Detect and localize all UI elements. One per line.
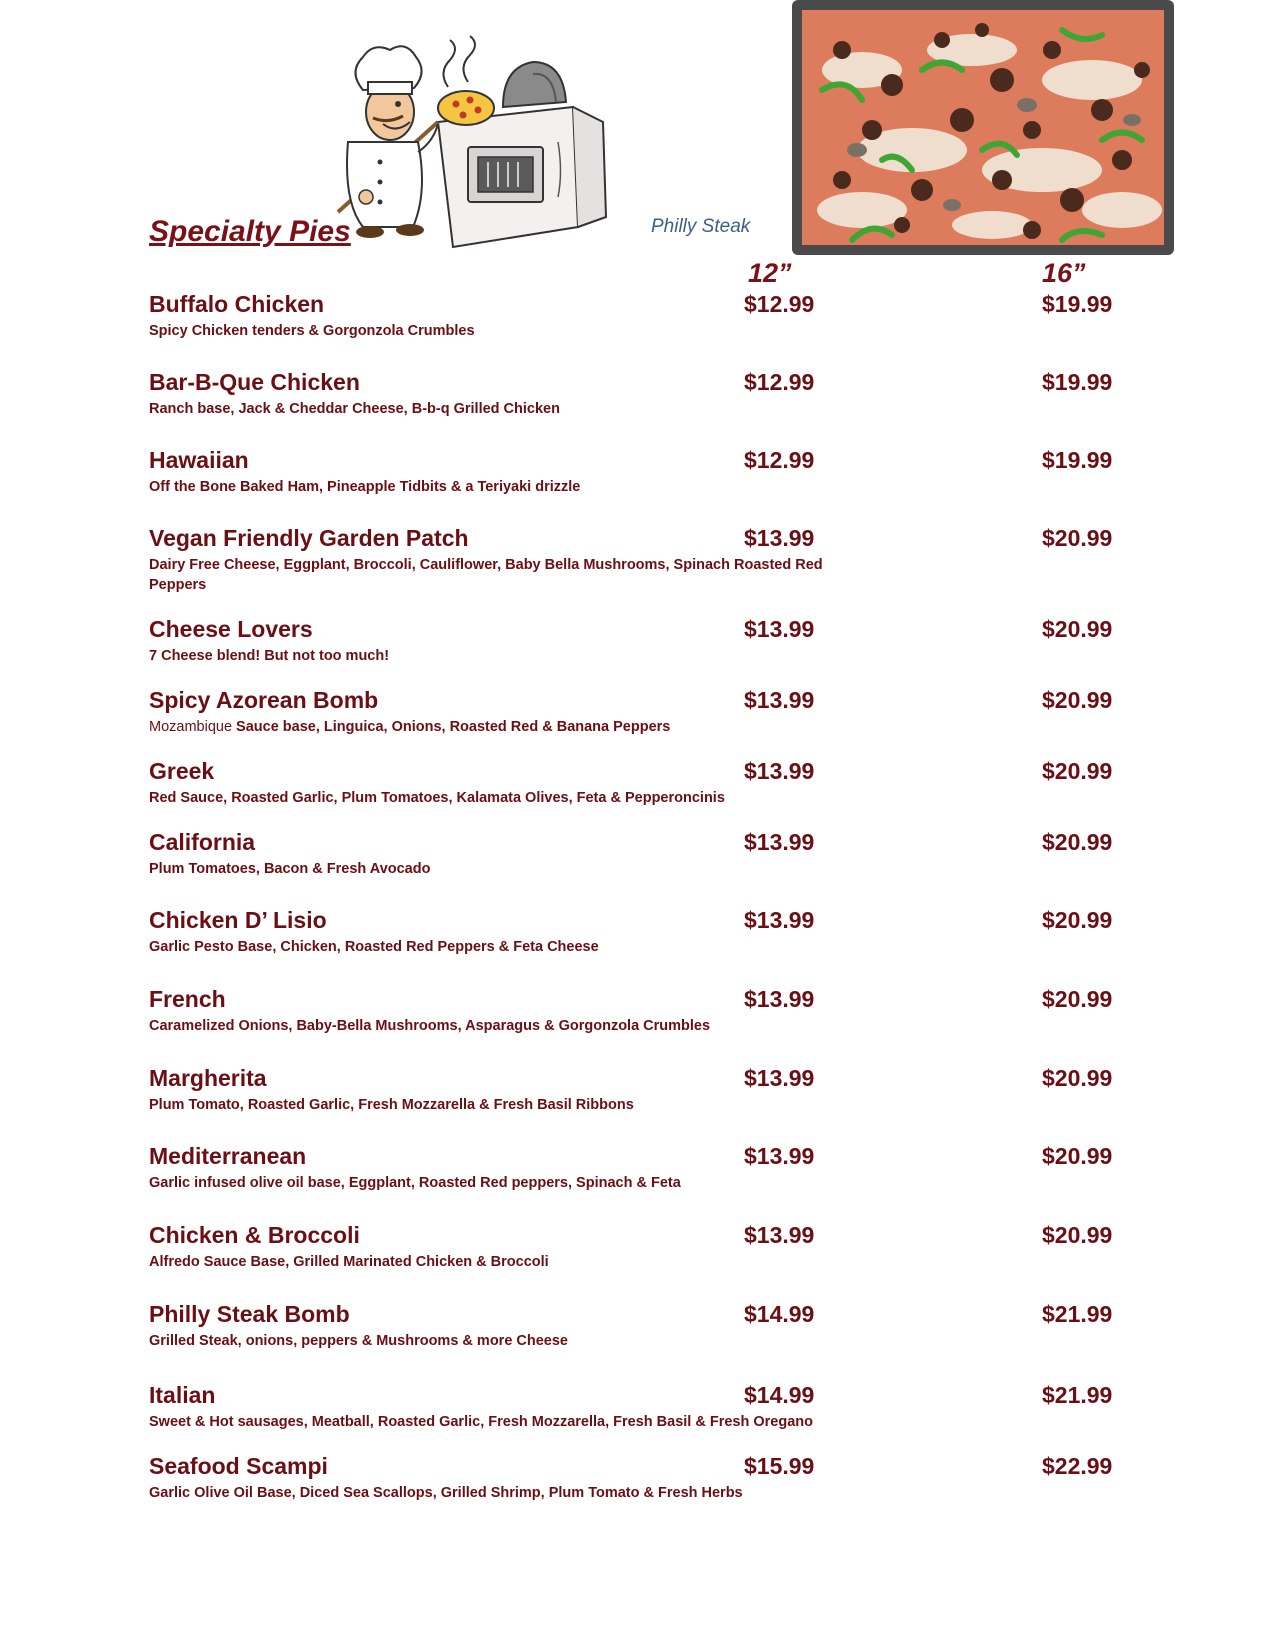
price-12: $15.99 <box>744 1453 815 1479</box>
price-12: $13.99 <box>744 1065 815 1091</box>
pizza-image <box>802 10 1164 245</box>
item-description: Plum Tomato, Roasted Garlic, Fresh Mozzarella & Fresh Basil Ribbons <box>149 1097 634 1113</box>
item-name: Bar-B-Que Chicken <box>149 369 360 395</box>
item-description-prefix: Mozambique <box>149 719 233 735</box>
item-description: Off the Bone Baked Ham, Pineapple Tidbits & a Teriyaki drizzle <box>149 479 581 495</box>
item-description: Spicy Chicken tenders & Gorgonzola Crumbles <box>149 323 475 339</box>
item-description: 7 Cheese blend! But not too much! <box>149 648 390 664</box>
item-name: Italian <box>149 1382 216 1408</box>
price-16: $21.99 <box>1042 1382 1113 1408</box>
item-name: Hawaiian <box>149 447 249 473</box>
price-16: $19.99 <box>1042 291 1113 317</box>
item-description: Alfredo Sauce Base, Grilled Marinated Chicken & Broccoli <box>149 1254 549 1270</box>
price-16: $22.99 <box>1042 1453 1113 1479</box>
item-name: Cheese Lovers <box>149 616 313 642</box>
item-description: Caramelized Onions, Baby-Bella Mushrooms, Asparagus & Gorgonzola Crumbles <box>149 1018 711 1034</box>
price-16: $20.99 <box>1042 1222 1113 1248</box>
price-12: $13.99 <box>744 687 815 713</box>
price-12: $14.99 <box>744 1382 815 1408</box>
price-16: $21.99 <box>1042 1301 1113 1327</box>
price-16: $20.99 <box>1042 1065 1113 1091</box>
item-name: Seafood Scampi <box>149 1453 328 1479</box>
price-12: $13.99 <box>744 829 815 855</box>
price-12: $13.99 <box>744 616 815 642</box>
price-16: $20.99 <box>1042 687 1113 713</box>
chef-oven-illustration <box>318 12 626 274</box>
item-description: Plum Tomatoes, Bacon & Fresh Avocado <box>149 861 431 877</box>
philly-steak-pizza-photo <box>792 0 1174 255</box>
price-12: $13.99 <box>744 907 815 933</box>
price-16: $20.99 <box>1042 758 1113 784</box>
item-name: Greek <box>149 758 215 784</box>
price-12: $13.99 <box>744 525 815 551</box>
item-name: Chicken & Broccoli <box>149 1222 360 1248</box>
photo-caption: Philly Steak <box>651 216 751 237</box>
item-description: Grilled Steak, onions, peppers & Mushrooms & more Cheese <box>149 1333 568 1349</box>
item-description: Red Sauce, Roasted Garlic, Plum Tomatoes, Kalamata Olives, Feta & Pepperoncinis <box>149 790 725 806</box>
price-12: $12.99 <box>744 369 815 395</box>
item-description: Garlic infused olive oil base, Eggplant, Roasted Red peppers, Spinach & Feta <box>149 1175 681 1191</box>
price-16: $20.99 <box>1042 1143 1113 1169</box>
item-description: Dairy Free Cheese, Eggplant, Broccoli, Cauliflower, Baby Bella Mushrooms, Spinach Roasted Red Peppers <box>149 557 823 593</box>
price-16: $19.99 <box>1042 447 1113 473</box>
item-description: Garlic Olive Oil Base, Diced Sea Scallops, Grilled Shrimp, Plum Tomato & Fresh Herbs <box>149 1485 743 1501</box>
size-16-header: 16” <box>1042 258 1086 288</box>
item-name: Mediterranean <box>149 1143 307 1169</box>
price-16: $20.99 <box>1042 907 1113 933</box>
price-12: $14.99 <box>744 1301 815 1327</box>
price-12: $13.99 <box>744 1143 815 1169</box>
item-name: Margherita <box>149 1065 267 1091</box>
item-description: Sweet & Hot sausages, Meatball, Roasted Garlic, Fresh Mozzarella, Fresh Basil & Fresh Oregano <box>149 1414 813 1430</box>
price-12: $13.99 <box>744 758 815 784</box>
item-description-rest: Sauce base, Linguica, Onions, Roasted Red & Banana Peppers <box>232 719 671 735</box>
item-name: Philly Steak Bomb <box>149 1301 350 1327</box>
price-12: $12.99 <box>744 291 815 317</box>
price-16: $20.99 <box>1042 616 1113 642</box>
item-name: Spicy Azorean Bomb <box>149 687 379 713</box>
item-name: California <box>149 829 256 855</box>
price-12: $13.99 <box>744 1222 815 1248</box>
price-12: $13.99 <box>744 986 815 1012</box>
price-16: $20.99 <box>1042 829 1113 855</box>
item-description: Ranch base, Jack & Cheddar Cheese, B-b-q Grilled Chicken <box>149 401 560 417</box>
item-name: French <box>149 986 226 1012</box>
item-description <box>149 717 829 737</box>
price-16: $19.99 <box>1042 369 1113 395</box>
size-12-header: 12” <box>748 258 792 288</box>
item-name: Buffalo Chicken <box>149 291 325 317</box>
item-description: Garlic Pesto Base, Chicken, Roasted Red Peppers & Feta Cheese <box>149 939 599 955</box>
item-name: Chicken D’ Lisio <box>149 907 327 933</box>
price-16: $20.99 <box>1042 986 1113 1012</box>
price-16: $20.99 <box>1042 525 1113 551</box>
item-name: Vegan Friendly Garden Patch <box>149 525 469 551</box>
price-12: $12.99 <box>744 447 815 473</box>
page-title: Specialty Pies <box>149 215 351 248</box>
